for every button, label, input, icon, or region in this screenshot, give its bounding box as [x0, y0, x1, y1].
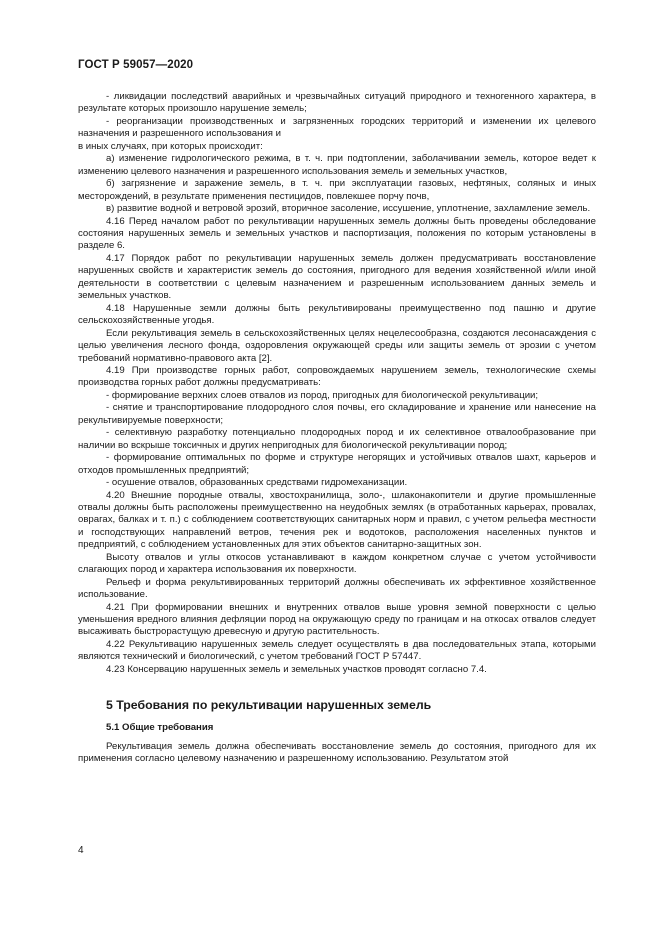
paragraph: - ликвидации последствий аварийных и чрезвычайных ситуаций природного и техногенного характера, в результате которых произошло нарушение земель; [78, 91, 596, 115]
paragraph: 4.21 При формировании внешних и внутренних отвалов выше уровня земной поверхности с целью уменьшения вредного влияния дефляции пород на окружающую среду по границам и на откосах отвалов следует высаживать быстрорастущую древесную и другую растительность. [78, 601, 596, 638]
paragraph: - осушение отвалов, образованных средствами гидромеханизации. [106, 477, 408, 489]
paragraph: 4.22 Рекультивацию нарушенных земель следует осуществлять в два последовательных этапа, которыми являются технический и биологический, с учетом требований ГОСТ Р 57447. [78, 638, 596, 663]
paragraph: 4.20 Внешние породные отвалы, хвостохранилища, золо-, шлаконакопители и другие промышленные отвалы должны быть расположены преимущественно на неудобных землях (в отработанных карьерах, провалах, оврагах, балках и т. п.) с соблюдением соответствующих санитарных норм и правил, с учетом рельефа местности и господствующих направлений ветров, течения рек и водотоков, расположения населенных пунктов и предприятий, с соблюдением установленных для этих объектов санитарно-защитных зон. [78, 489, 596, 551]
subsection-heading: 5.1 Общие требования [106, 722, 214, 734]
paragraph: - формирование верхних слоев отвалов из пород, пригодных для биологической рекультивации; [106, 389, 539, 401]
paragraph: - формирование оптимальных по форме и структуре негорящих и устойчивых отвалов шахт, карьеров и отходов промышленных предприятий; [78, 452, 596, 476]
section-heading: 5 Требования по рекультивации нарушенных земель [106, 698, 432, 713]
section-paragraph: Рекультивация земель должна обеспечивать восстановление земель до состояния, пригодного для их применения согласно целевому назначению и разрешенному использованию. Результатом этой [78, 740, 596, 765]
paragraph: Если рекультивация земель в сельскохозяйственных целях нецелесообразна, создаются лесонасаждения с целью увеличения лесного фонда, оздоровления окружающей среды или защиты земель от эрозии с учетом требований нормативно-правового акта [2]. [78, 327, 596, 364]
paragraph: 4.16 Перед началом работ по рекультивации нарушенных земель должны быть проведены обследование состояния нарушенных земель и земельных участков и паспортизация, положения по которым установлены в разделе 6. [78, 215, 596, 252]
paragraph: в) развитие водной и ветровой эрозий, вторичное засоление, иссушение, уплотнение, захламление земель. [106, 203, 591, 215]
paragraph: - селективную разработку потенциально плодородных пород и их селективное отвалообразование при наличии во вскрыше токсичных и других непригодных для биологической рекультивации пород; [78, 427, 596, 451]
paragraph: Высоту отвалов и углы откосов устанавливают в каждом конкретном случае с учетом устойчивости слагающих пород и характера использования их поверхности. [78, 551, 596, 576]
paragraph: 4.18 Нарушенные земли должны быть рекультивированы преимущественно под пашню и другие сельскохозяйственные угодья. [78, 302, 596, 327]
document-body [78, 91, 596, 766]
paragraph: 4.19 При производстве горных работ, сопровождаемых нарушением земель, технологические схемы производства горных работ должны предусматривать: [78, 364, 596, 389]
paragraph: б) загрязнение и заражение земель, в т. ч. при эксплуатации газовых, нефтяных, соляных и иных месторождений, в результате применения пестицидов, повлекшее порчу почв, [78, 178, 596, 202]
paragraph: Рельеф и форма рекультивированных территорий должны обеспечивать их эффективное хозяйственное использование. [78, 576, 596, 601]
paragraph: - снятие и транспортирование плодородного слоя почвы, его складирование и хранение или нанесение на рекультивируемые поверхности; [78, 402, 596, 426]
paragraph: 4.17 Порядок работ по рекультивации нарушенных земель должен предусматривать восстановление нарушенных свойств и характеристик земель до состояния, пригодного для ведения хозяйственной и/или иной деятельности в соответствии с целевым назначением и разрешенным использованием данных земель и земельных участков. [78, 252, 596, 302]
paragraph: а) изменение гидрологического режима, в т. ч. при подтоплении, заболачивании земель, которое ведет к изменению целевого назначения и разрешенного использования земель и земельных участков, [78, 153, 596, 177]
page-number: 4 [78, 845, 84, 856]
document-header: ГОСТ Р 59057—2020 [78, 59, 194, 71]
paragraph: - реорганизации производственных и загрязненных городских территорий и изменении их целевого назначения и разрешенного использования и [78, 115, 596, 140]
paragraph: в иных случаях, при которых происходит: [78, 140, 263, 152]
paragraph: 4.23 Консервацию нарушенных земель и земельных участков проводят согласно 7.4. [106, 663, 487, 675]
